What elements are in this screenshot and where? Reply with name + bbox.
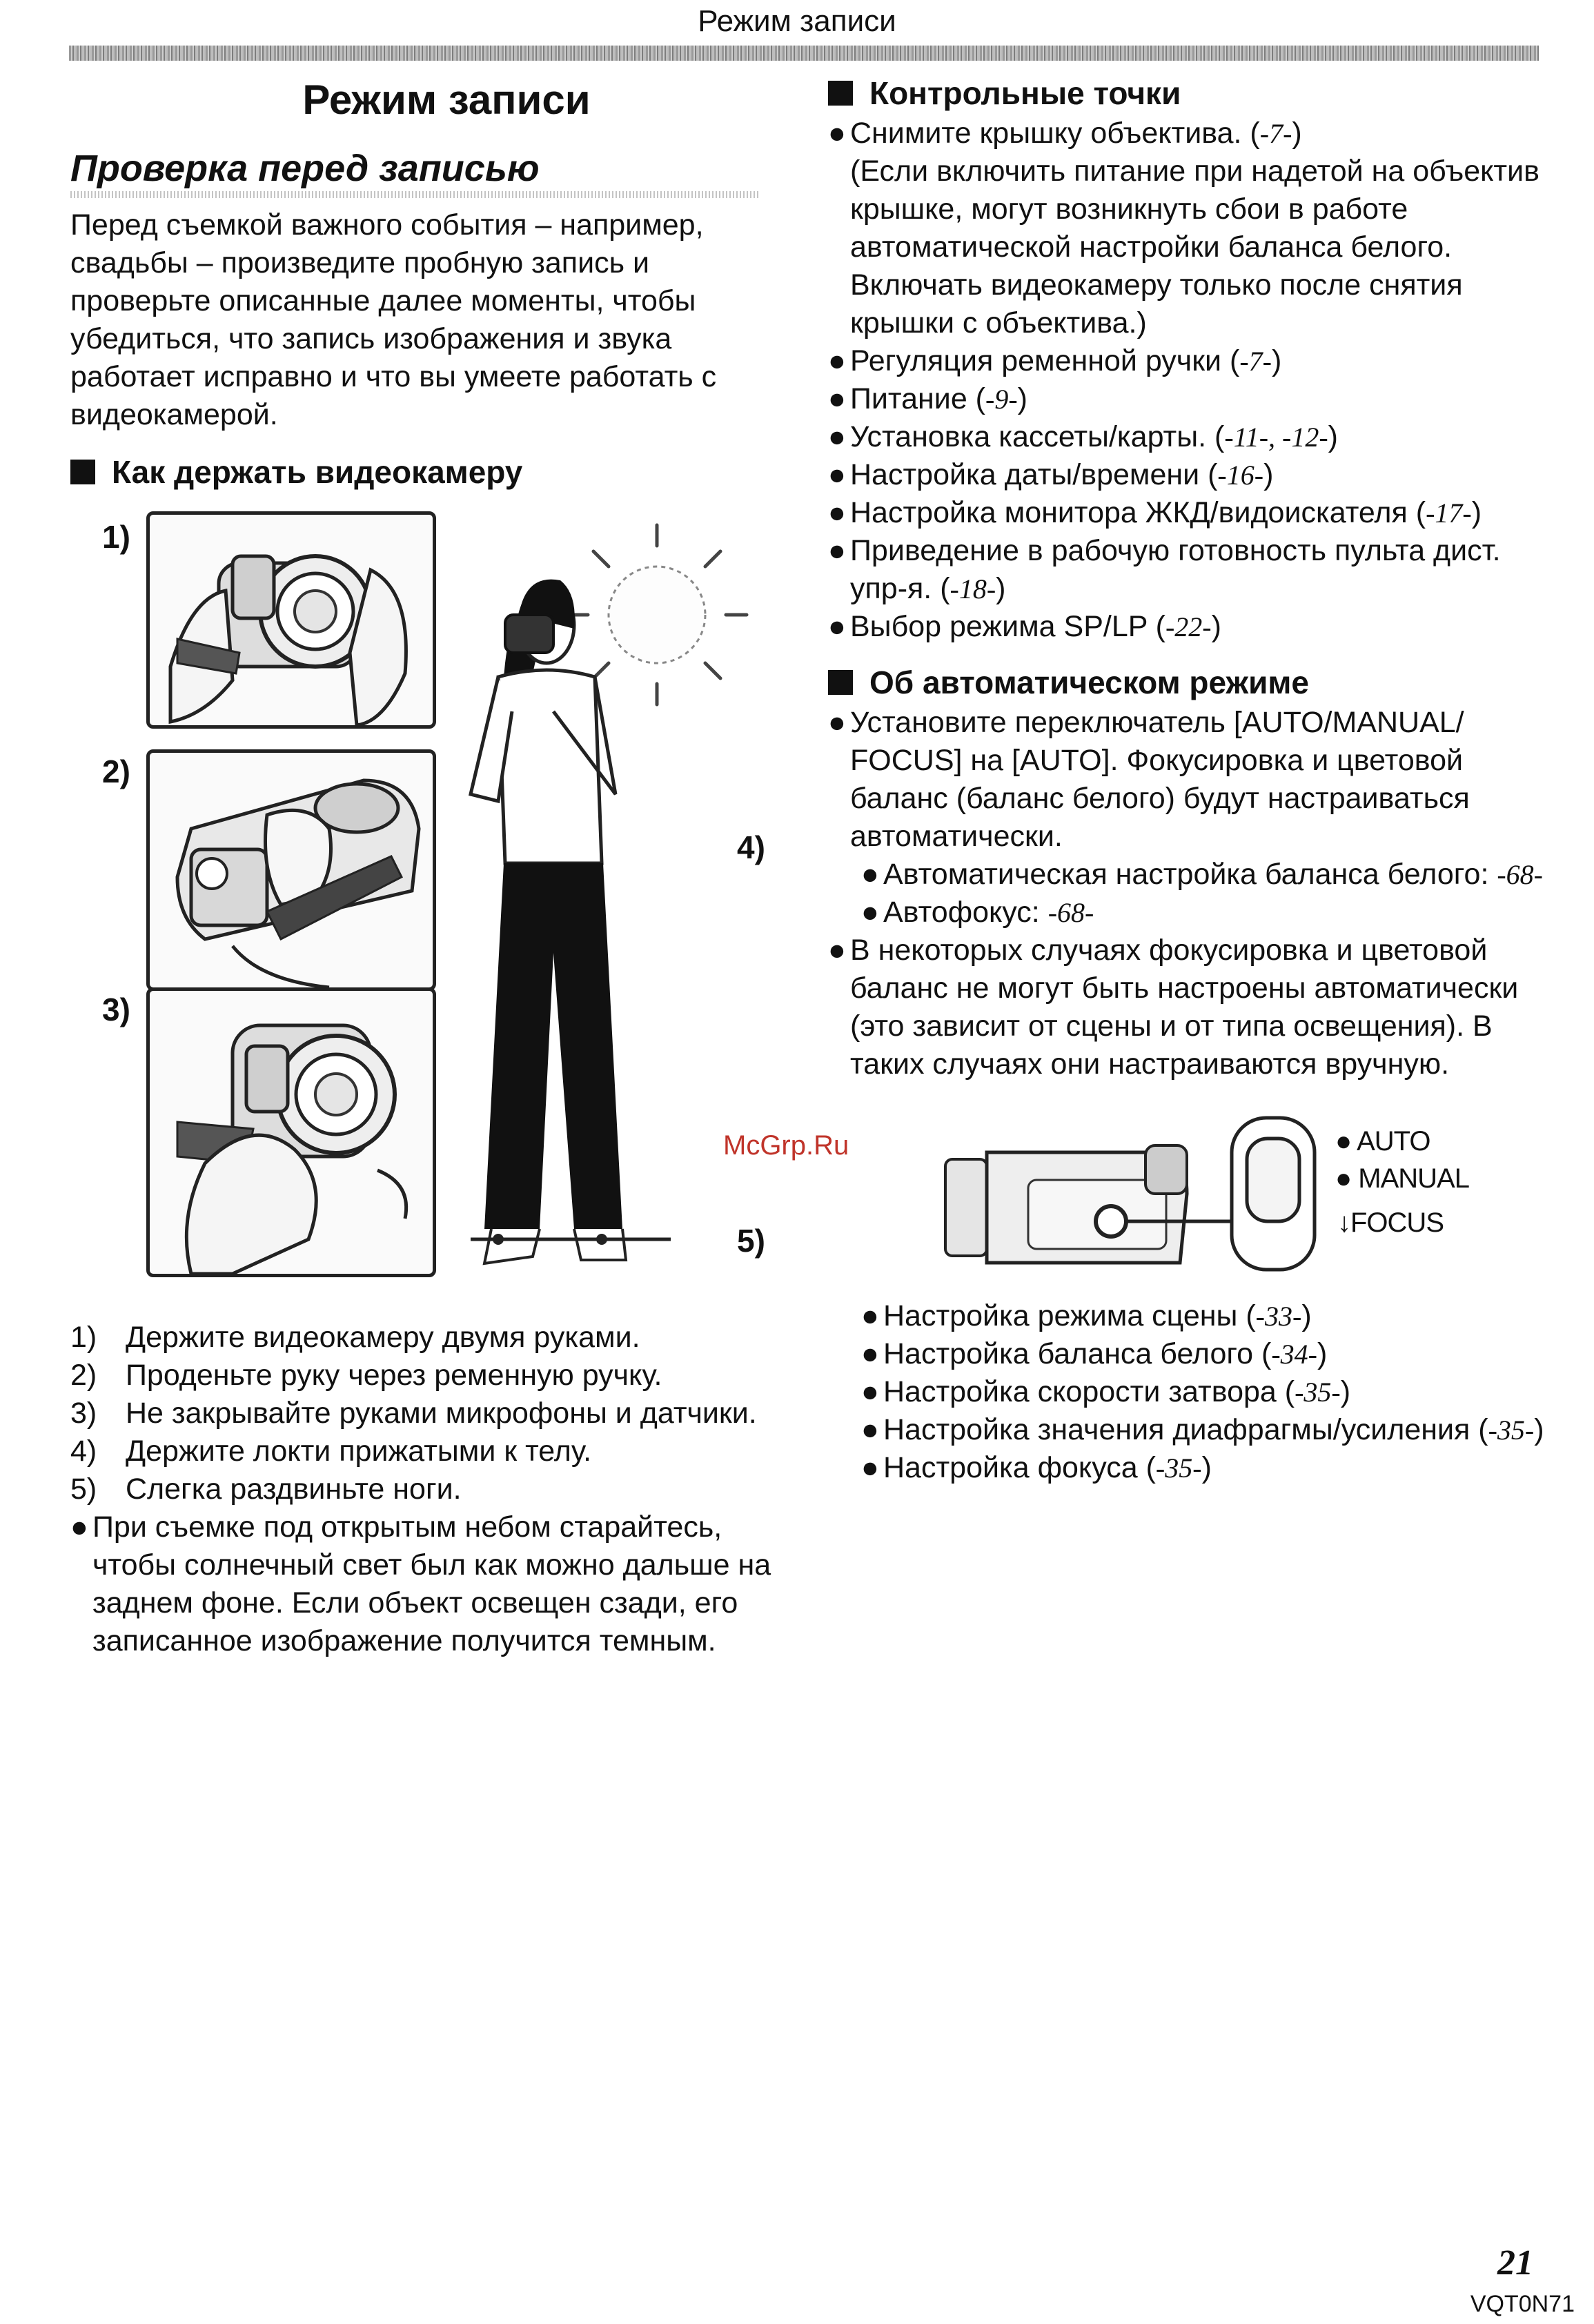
switch-label-auto: ● AUTO [1335, 1126, 1430, 1156]
switch-label-manual: ● MANUAL [1335, 1163, 1469, 1194]
watermark: McGrp.Ru [723, 1130, 849, 1161]
subhead-holding-text: Как держать видеокамеру [112, 454, 523, 490]
list-item: 3) Не закрывайте руками микрофоны и датчики. [70, 1397, 757, 1430]
auto-manual-switch-figure [828, 1111, 1553, 1297]
list-item: ● Питание (-9-) [828, 382, 1027, 415]
running-header: Режим записи [698, 4, 896, 38]
camera-side-illustration [938, 1118, 1242, 1283]
section-rule [70, 191, 760, 198]
list-item: ● Настройка режима сцены (-33-) [861, 1299, 1312, 1332]
figure-label-3: 3) [102, 992, 130, 1027]
subhead-auto-mode: Об автоматическом режиме [828, 664, 1553, 701]
photo-two-hands [146, 511, 436, 729]
list-item: ● Настройка даты/времени (-16-) [828, 458, 1274, 491]
square-bullet-icon [828, 670, 853, 695]
document-code: VQT0N71 [1470, 2291, 1575, 2317]
page-title: Режим записи [302, 77, 591, 123]
intro-paragraph: Перед съемкой важного события – например, свадьбы – произведите пробную запись и проверьте описанные далее моменты, чтобы убедиться, что запись изображения и звука работает исправно и что вы умеете работать с видеокамерой. [70, 208, 717, 431]
sun-note: ● При съемке под открытым небом старайтесь, чтобы солнечный свет был как можно дальше на заднем фоне. Если объект освещен сзади, его записанное изображение получится темным. [70, 1508, 781, 1660]
list-item: ● Снимите крышку объектива. (-7-) (Если включить питание при надетой на объектив крышке, могут возникнуть сбои в работе автоматической настройки баланса белого. Включать видеокамеру только после снятия крышки с объектива.) [828, 117, 1539, 339]
auto-sub-item: ● Автоматическая настройка баланса белого: -68- [861, 858, 1543, 891]
bullet-icon: ● [70, 1510, 88, 1544]
list-item: ● Настройка баланса белого (-34-) [861, 1337, 1328, 1370]
camera-grip-belt-illustration [150, 753, 433, 987]
list-item: ● Регуляция ременной ручки (-7-) [828, 344, 1282, 377]
camera-sensors-illustration [150, 991, 433, 1274]
header-rule [69, 46, 1539, 61]
checkpoints-list [828, 115, 1553, 646]
switch-icon [1225, 1111, 1321, 1277]
subhead-holding [70, 453, 781, 491]
figure-label-1: 1) [102, 519, 130, 555]
left-column [70, 76, 781, 1660]
section-title: Проверка перед записью [70, 148, 540, 189]
list-item: 4) Держите локти прижатыми к телу. [70, 1435, 592, 1468]
list-item: ● Установка кассеты/карты. (-11-, -12-) [828, 420, 1338, 453]
square-bullet-icon [828, 81, 853, 106]
figure-label-2: 2) [102, 754, 130, 789]
figure-label-4: 4) [737, 829, 765, 865]
list-item: ● Настройка фокуса (-35-) [861, 1451, 1212, 1484]
auto-sub-item: ● Автофокус: -68- [861, 896, 1094, 929]
holding-steps-list [70, 1319, 781, 1508]
list-item: ● Настройка значения диафрагмы/усиления (-35-) [861, 1413, 1544, 1446]
auto-main-item: ● Установите переключатель [AUTO/MANUAL/ FOCUS] на [AUTO]. Фокусировка и цветовой баланс (баланс белого) будут настраиваться автоматически. [828, 706, 1470, 853]
holding-figure [70, 504, 781, 1298]
list-item: 2) Проденьте руку через ременную ручку. [70, 1359, 662, 1392]
page-number: 21 [1497, 2243, 1533, 2283]
list-item: ● Настройка скорости затвора (-35-) [861, 1375, 1351, 1408]
list-item: ● Настройка монитора ЖКД/видоискателя (-17-) [828, 496, 1482, 529]
switch-label-focus: ↓FOCUS [1337, 1208, 1444, 1238]
list-item: ● Выбор режима SP/LP (-22-) [828, 610, 1221, 643]
person-filming-illustration [457, 504, 781, 1298]
right-column [828, 75, 1553, 1487]
photo-grip-belt [146, 749, 436, 991]
auto-note-item: ● В некоторых случаях фокусировка и цветовой баланс не могут быть настроены автоматически (это зависит от сцены и от типа освещения). В таких случаях они настраиваются вручную. [828, 934, 1519, 1081]
photo-sensors [146, 987, 436, 1277]
manual-settings-list [828, 1297, 1553, 1487]
square-bullet-icon [70, 460, 95, 484]
list-item: 1) Держите видеокамеру двумя руками. [70, 1321, 640, 1354]
list-item: ● Приведение в рабочую готовность пульта дист. упр-я. (-18-) [828, 534, 1501, 605]
figure-label-5: 5) [737, 1223, 765, 1259]
list-item: 5) Слегка раздвиньте ноги. [70, 1473, 462, 1506]
camera-two-hands-illustration [150, 515, 433, 725]
subhead-checkpoints: Контрольные точки [828, 75, 1553, 112]
